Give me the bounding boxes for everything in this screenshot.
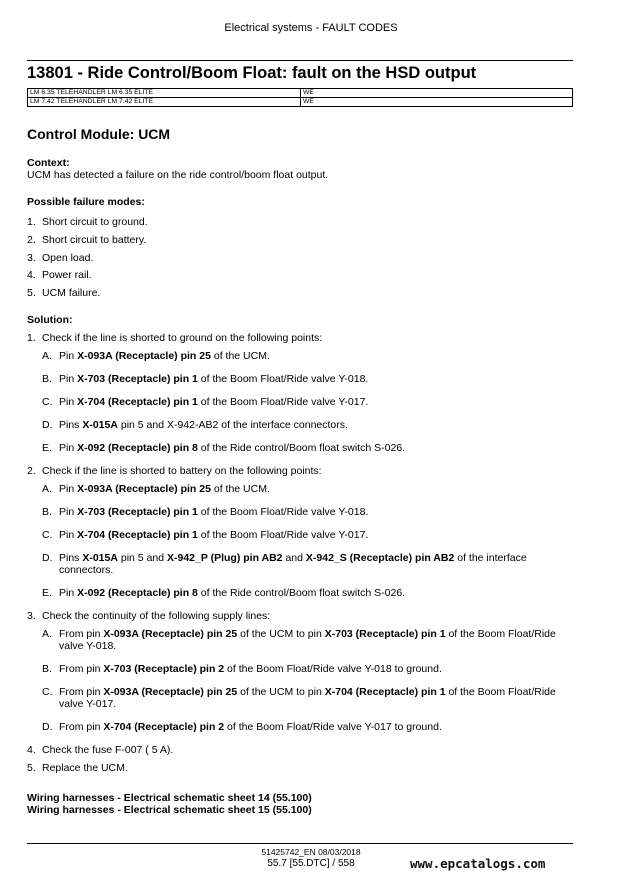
connector-pin-reference: X-093A (Receptacle) pin 25 [77,349,211,362]
model-name: LM 6.35 TELEHANDLER LM 6.35 ELITE [28,89,301,98]
solution-substep [27,373,577,385]
solution-substep [27,552,577,576]
substep-text-part: of the Boom Float/Ride valve Y-018. [59,627,556,652]
model-market: WE [301,98,573,107]
substep-text-part: of the Boom Float/Ride valve Y-018. [197,372,369,385]
solution-substep [27,419,577,431]
substep-text-part: Pin [59,505,78,518]
substep-text-part: Pins [59,418,83,431]
solution-step [27,332,577,344]
control-module-heading: Control Module: UCM [27,126,171,142]
item-text: Short circuit to ground. [42,216,148,228]
step-number: 3. [27,609,36,622]
substep-text-part: of the UCM to pin [237,685,325,698]
solution-substep [27,663,577,675]
substep-text-part: Pin [59,395,78,408]
solution-step [27,465,577,477]
substep-text [59,350,577,362]
substep-letter: D. [42,551,53,564]
connector-pin-reference: X-704 (Receptacle) pin 1 [324,685,446,698]
step-number: 1. [27,331,36,344]
item-text: Power rail. [42,269,92,282]
substep-letter: E. [42,441,52,454]
solution-substep [27,483,577,495]
step-text: Check if the line is shorted to battery on the following points: [42,464,322,477]
fault-content [27,157,577,816]
substep-text-part: of the Boom Float/Ride valve Y-017. [59,685,556,710]
item-number: 5. [27,287,36,300]
solution-substep [27,587,577,599]
context-label: Context: [27,157,70,169]
substep-letter: D. [42,720,53,733]
item-text: Short circuit to battery. [42,233,147,246]
substep-letter: B. [42,662,52,675]
solution-substep [27,628,577,652]
substep-text-part: of the UCM to pin [237,627,325,640]
footer-rule [27,843,573,844]
substep-letter: A. [42,627,52,640]
connector-pin-reference: X-093A (Receptacle) pin 25 [103,627,238,640]
step-text: Check if the line is shorted to ground on the following points: [42,331,323,344]
failure-mode-item [27,216,577,234]
substep-letter: C. [42,685,53,698]
substep-text [59,483,577,495]
model-applicability-table [27,88,573,107]
failure-mode-item [27,287,577,305]
connector-pin-reference: X-015A [82,551,118,564]
substep-text [59,506,577,518]
substep-letter: D. [42,418,53,431]
title-rule [27,60,573,61]
solution-substep [27,686,577,710]
model-name: LM 7.42 TELEHANDLER LM 7.42 ELITE [28,98,301,107]
connector-pin-reference: X-703 (Receptacle) pin 1 [77,505,198,518]
substep-letter: B. [42,505,52,518]
connector-pin-reference: X-703 (Receptacle) pin 1 [77,372,198,385]
step-text: Replace the UCM. [42,761,128,774]
substep-text-part: and [282,551,306,564]
step-text: Check the fuse F-007 ( 5 A). [42,743,174,756]
model-row [28,89,573,98]
substep-letter: C. [42,528,53,541]
substep-text [59,396,577,408]
substep-text-part: From pin [59,627,104,640]
wiring-references [27,792,577,816]
connector-pin-reference: X-942_P (Plug) pin AB2 [167,551,283,564]
item-number: 4. [27,269,36,282]
connector-pin-reference: X-704 (Receptacle) pin 1 [77,528,198,541]
solution-steps [27,332,577,774]
substep-text-part: pin 5 and [117,551,167,564]
item-number: 3. [27,251,36,264]
fault-code-title: 13801 - Ride Control/Boom Float: fault on the HSD output [27,64,477,82]
substep-letter: C. [42,395,53,408]
failure-modes-list [27,216,577,305]
connector-pin-reference: X-704 (Receptacle) pin 1 [77,395,198,408]
substep-text-part: of the Ride control/Boom float switch S-026. [197,586,406,599]
connector-pin-reference: X-092 (Receptacle) pin 8 [77,441,198,454]
step-number: 2. [27,464,36,477]
context-text: UCM has detected a failure on the ride control/boom float output. [27,169,329,181]
substep-text-part: Pins [59,551,83,564]
substep-text [59,419,577,431]
connector-pin-reference: X-093A (Receptacle) pin 25 [103,685,238,698]
substep-text-part: of the Boom Float/Ride valve Y-017 to ground. [224,720,442,733]
connector-pin-reference: X-092 (Receptacle) pin 8 [77,586,198,599]
substep-text-part: From pin [59,685,104,698]
substep-text-part: of the Boom Float/Ride valve Y-018. [197,505,369,518]
substep-text-part: Pin [59,372,78,385]
publication-number: 51425742_EN 08/03/2018 [261,847,361,857]
failure-modes-label: Possible failure modes: [27,196,145,208]
substep-text [59,442,577,454]
substep-text-part: of the UCM. [210,482,270,495]
substep-text-part: Pin [59,441,78,454]
solution-substep [27,721,577,733]
substep-text-part: Pin [59,528,78,541]
item-number: 2. [27,233,36,246]
failure-mode-item [27,234,577,252]
solution-substep [27,396,577,408]
connector-pin-reference: X-942_S (Receptacle) pin AB2 [305,551,455,564]
running-header: Electrical systems - FAULT CODES [224,22,398,34]
solution-label: Solution: [27,313,73,326]
substep-text [59,686,577,710]
connector-pin-reference: X-015A [82,418,118,431]
step-text: Check the continuity of the following supply lines: [42,609,271,622]
wiring-reference: Wiring harnesses - Electrical schematic sheet 15 (55.100) [27,803,312,816]
step-number: 4. [27,743,36,756]
failure-mode-item [27,269,577,287]
substep-letter: A. [42,349,52,362]
substep-text [59,663,577,675]
item-text: Open load. [42,251,94,264]
substep-text-part: of the Ride control/Boom float switch S-026. [197,441,406,454]
substep-text [59,587,577,599]
solution-step [27,610,577,622]
substep-text-part: of the Boom Float/Ride valve Y-017. [197,395,369,408]
step-number: 5. [27,761,36,774]
substep-text-part: pin 5 and X-942-AB2 of the interface connectors. [117,418,348,431]
failure-mode-item [27,252,577,270]
solution-step [27,762,577,774]
watermark: www.epcatalogs.com [410,856,546,871]
substep-text-part: Pin [59,349,78,362]
solution-substep [27,350,577,362]
solution-step [27,744,577,756]
page-number: 55.7 [55.DTC] / 558 [267,858,355,869]
solution-substep [27,442,577,454]
solution-substep [27,529,577,541]
substep-text-part: Pin [59,482,78,495]
substep-letter: E. [42,586,52,599]
substep-text-part: Pin [59,586,78,599]
substep-text-part: of the UCM. [210,349,270,362]
connector-pin-reference: X-093A (Receptacle) pin 25 [77,482,211,495]
substep-letter: A. [42,482,52,495]
substep-text [59,529,577,541]
substep-text [59,373,577,385]
connector-pin-reference: X-704 (Receptacle) pin 2 [103,720,225,733]
item-text: UCM failure. [42,287,101,300]
connector-pin-reference: X-703 (Receptacle) pin 2 [103,662,225,675]
substep-text-part: From pin [59,720,104,733]
wiring-reference: Wiring harnesses - Electrical schematic sheet 14 (55.100) [27,791,312,804]
item-number: 1. [27,216,36,228]
substep-text [59,721,577,733]
substep-text-part: of the interface connectors. [59,551,527,576]
connector-pin-reference: X-703 (Receptacle) pin 1 [324,627,446,640]
substep-text [59,628,577,652]
substep-text-part: From pin [59,662,104,675]
model-row [28,98,573,107]
substep-text [59,552,577,576]
model-market: WE [301,89,573,98]
solution-substep [27,506,577,518]
substep-text-part: of the Boom Float/Ride valve Y-017. [197,528,369,541]
substep-letter: B. [42,372,52,385]
substep-text-part: of the Boom Float/Ride valve Y-018 to ground. [224,662,442,675]
